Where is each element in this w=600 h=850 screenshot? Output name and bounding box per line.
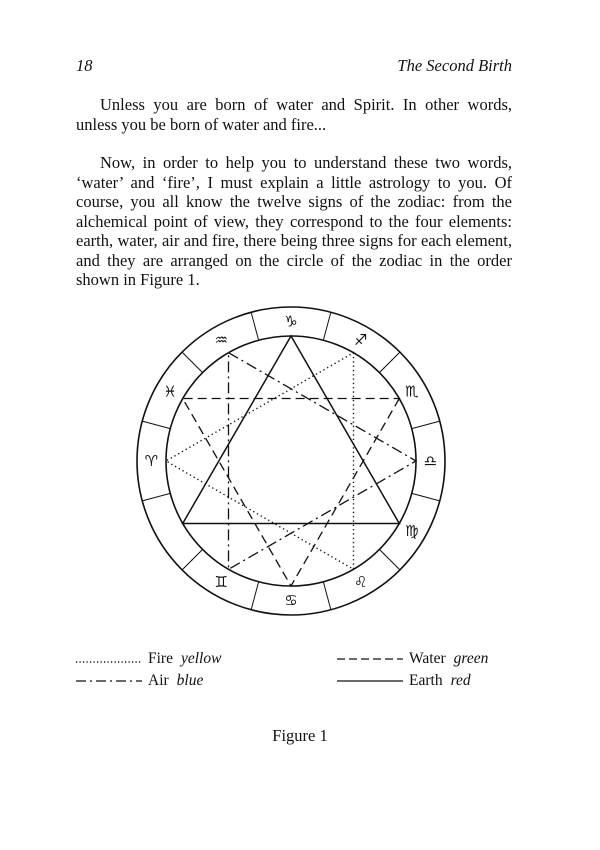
sector-divider: [323, 582, 331, 610]
aries-icon: ♈: [144, 452, 159, 470]
leo-icon: ♌: [354, 572, 368, 591]
paragraph: Unless you are born of water and Spirit. In other words, unless you be born of water and fire...: [76, 95, 512, 134]
sector-divider: [379, 352, 400, 373]
sector-divider: [251, 582, 259, 610]
gemini-icon: ♊: [214, 572, 228, 591]
fire-triangle: [166, 353, 354, 570]
legend-label: Fire: [148, 650, 173, 667]
libra-icon: ♎: [423, 452, 438, 470]
legend-earth-line: [337, 676, 403, 686]
legend-fire: [76, 650, 221, 668]
element-triangles: [166, 336, 419, 586]
legend-label: Water: [409, 650, 446, 667]
sector-divider: [142, 493, 170, 501]
legend-color: yellow: [180, 650, 222, 667]
sector-divider: [182, 549, 203, 570]
legend-color: green: [453, 650, 489, 667]
sector-divider: [323, 312, 331, 340]
legend-air-line: [76, 676, 142, 686]
zodiac-rings: [137, 307, 445, 615]
aquarius-icon: ♒: [214, 331, 228, 350]
pisces-icon: ♓: [163, 382, 177, 401]
legend-fire-line: [76, 654, 142, 664]
legend-earth: [337, 672, 471, 690]
legend-label: Air: [148, 672, 169, 689]
capricorn-icon: ♑: [284, 312, 298, 331]
sector-divider: [251, 312, 259, 340]
sector-divider: [182, 352, 203, 373]
sector-divider: [142, 421, 170, 429]
inner-ring: [166, 336, 419, 586]
zodiac-signs: [145, 313, 437, 610]
sector-divider: [412, 493, 440, 501]
sector-divider: [412, 421, 440, 429]
air-triangle: [229, 353, 417, 570]
scorpio-icon: ♏: [405, 382, 419, 401]
legend-color: blue: [176, 672, 204, 689]
sagittarius-icon: ♐: [354, 331, 368, 350]
legend-water-line: [337, 654, 403, 664]
sector-divider: [379, 549, 400, 570]
paragraph: Now, in order to help you to understand these two words, ‘water’ and ‘fire’, I must explain a little astrology to you. Of course, you all know the twelve signs of the zodiac: from the alchemical point of view, they correspond to the four elements: earth, water, air and fire, there being three signs for each element, and they are arranged on the circle of the zodiac in the order shown in Figure 1.: [76, 153, 512, 289]
virgo-icon: ♍: [405, 521, 419, 540]
page-number: 18: [76, 56, 93, 75]
legend-color: red: [450, 672, 471, 689]
earth-triangle: [183, 336, 400, 524]
legend-label: Earth: [409, 672, 443, 689]
water-triangle: [183, 399, 400, 587]
cancer-icon: ♋: [284, 591, 298, 610]
legend-air: [76, 672, 203, 690]
figure-caption: Figure 1: [272, 726, 328, 745]
legend-water: [337, 650, 488, 668]
running-title: The Second Birth: [397, 56, 512, 75]
